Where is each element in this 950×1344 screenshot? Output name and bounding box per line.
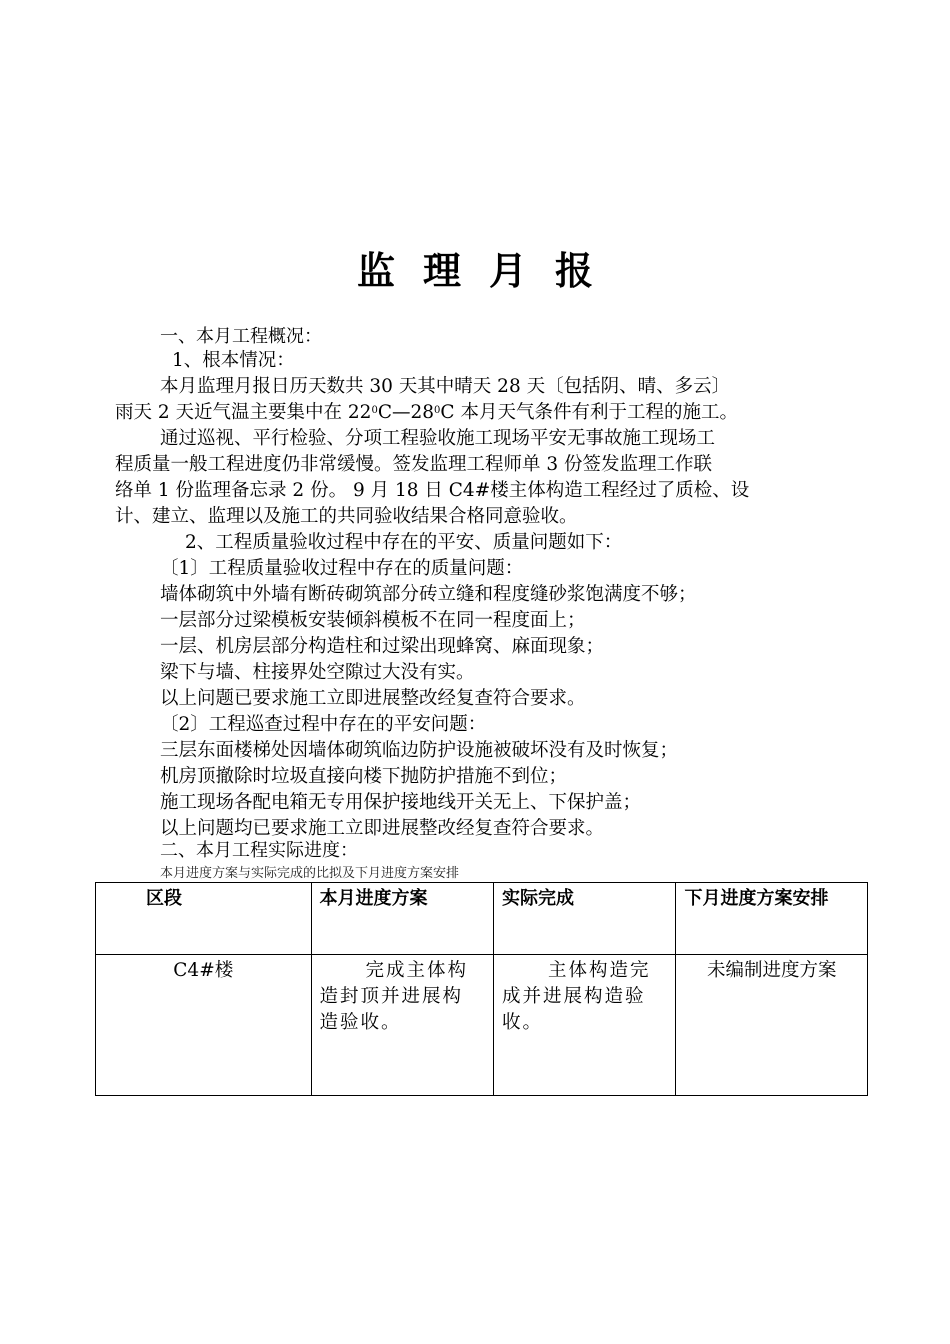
header-actual: 实际完成 [493,883,675,955]
paragraph-inspection-line: 络单 1 份监理备忘录 2 份。 9 月 18 日 C4#楼主体构造工程经过了质检、设 [115,480,750,501]
cell-section: C4#楼 [96,955,312,1096]
cell-next-plan: 未编制进度方案 [676,955,868,1096]
cell-plan-line: 完成主体构 [365,960,469,981]
section-heading-progress: 二、本月工程实际进度： [160,840,358,861]
paragraph-inspection-line: 程质量一般工程进度仍非常缓慢。签发监理工程师单 3 份签发监理工作联 [115,454,713,475]
overview-body [115,348,840,842]
cell-actual [493,955,675,1096]
safety-problem-item: 以上问题均已要求施工立即进展整改经复查符合要求。 [160,818,605,839]
quality-problem-item: 以上问题已要求施工立即进展整改经复查符合要求。 [160,688,586,709]
header-next-plan: 下月进度方案安排 [676,883,868,955]
section-heading-overview: 一、本月工程概况： [160,326,322,347]
safety-problem-item: 机房顶撤除时垃圾直接向楼下抛防护措施不到位； [160,766,568,787]
degree-mark: 0 [434,405,441,416]
paragraph-weather-line: 本月监理月报日历天数共 30 天其中晴天 28 天〔包括阴、晴、多云〕 [160,376,731,397]
safety-problem-item: 三层东面楼梯处因墙体砌筑临边防护设施被破坏没有及时恢复； [160,740,679,761]
subheading-basic: 1、根本情况： [172,350,295,371]
cell-plan [311,955,493,1096]
page-title: 监理月报 [356,249,621,293]
quality-problem-item: 一层部分过梁模板安装倾斜模板不在同一程度面上； [160,610,586,631]
cell-actual-line: 主体构造完 [547,960,651,981]
cell-actual-line: 成并进展构造验 [501,986,646,1007]
weather-text: C 本月天气条件有利于工程的施工。 [440,402,738,423]
weather-text: C—28 [377,402,435,423]
quality-problem-item: 一层、机房层部分构造柱和过梁出现蜂窝、麻面现象； [160,636,605,657]
weather-text: 雨天 2 天近气温主要集中在 22 [115,402,372,423]
header-section: 区段 [96,883,312,955]
quality-problems-heading: 〔1〕工程质量验收过程中存在的质量问题： [160,558,524,579]
quality-problem-item: 梁下与墙、柱接界处空隙过大没有实。 [160,662,475,683]
paragraph-inspection-line: 通过巡视、平行检验、分项工程验收施工现场平安无事故施工现场工 [160,428,716,449]
paragraph-weather-line [115,400,840,426]
table-row [96,955,868,1096]
cell-actual-line: 收。 [501,1012,543,1033]
table-caption: 本月进度方案与实际完成的比拟及下月进度方案安排 [160,866,460,881]
paragraph-inspection-line: 计、建立、监理以及施工的共同验收结果合格同意验收。 [115,506,578,527]
cell-plan-line: 造验收。 [319,1012,402,1033]
safety-problems-heading: 〔2〕工程巡查过程中存在的平安问题： [160,714,487,735]
degree-mark: 0 [371,405,378,416]
subheading-problems: 2、工程质量验收过程中存在的平安、质量问题如下： [185,532,623,553]
safety-problem-item: 施工现场各配电箱无专用保护接地线开关无上、下保护盖； [160,792,642,813]
progress-table [95,882,868,1096]
quality-problem-item: 墙体砌筑中外墙有断砖砌筑部分砖立缝和程度缝砂浆饱满度不够； [160,584,697,605]
cell-plan-line: 造封顶并进展构 [319,986,464,1007]
table-header-row [96,883,868,955]
header-plan: 本月进度方案 [311,883,493,955]
